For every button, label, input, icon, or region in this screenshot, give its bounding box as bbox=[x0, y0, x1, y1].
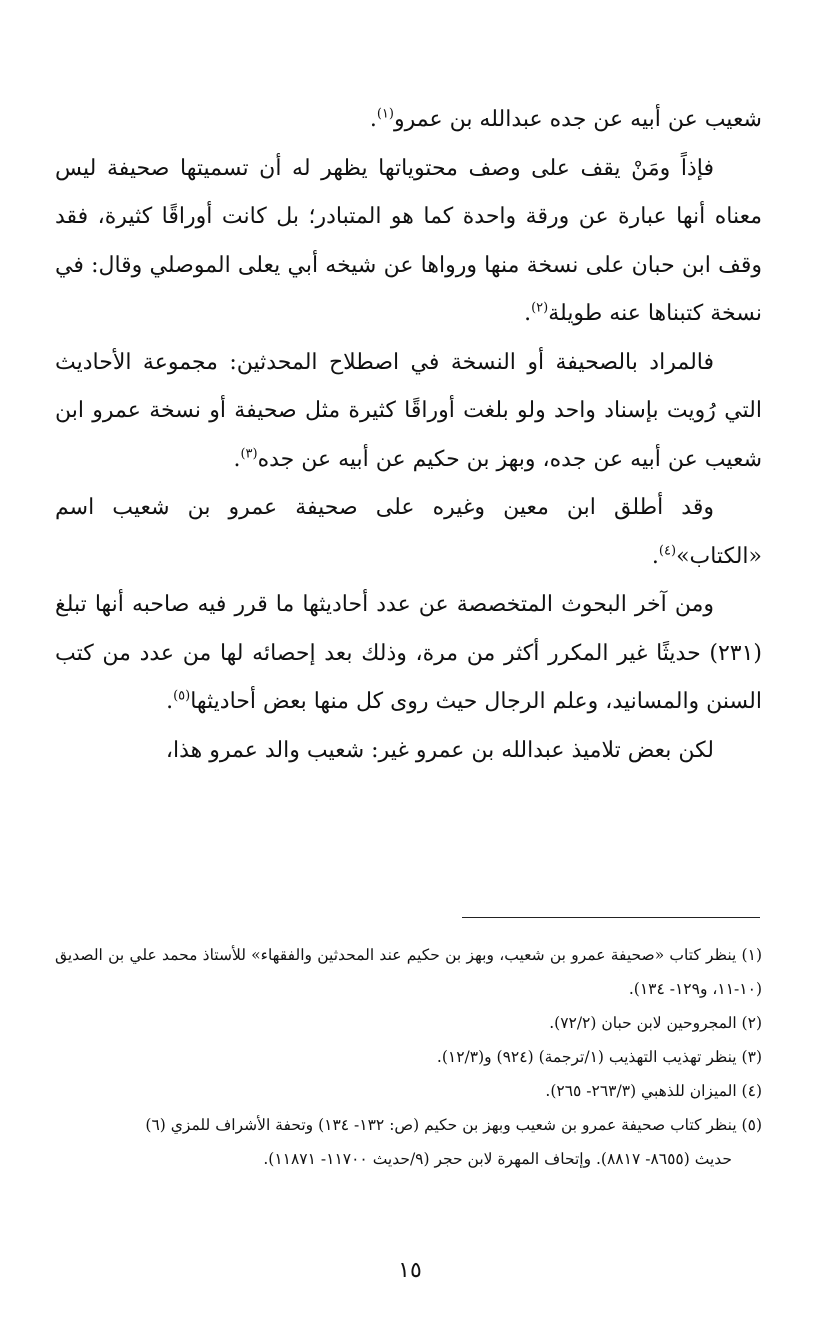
footnote-2: (٢) المجروحين لابن حبان (٧٢/٢). bbox=[549, 1014, 762, 1032]
footnote-ref: (٣) bbox=[240, 446, 258, 462]
paragraph-end: . bbox=[166, 689, 174, 714]
main-text bbox=[55, 96, 762, 775]
footnote-3: (٣) ينظر تهذيب التهذيب (١/ترجمة) (٩٢٤) و(١٢/٣). bbox=[436, 1048, 762, 1066]
paragraph-text: لكن بعض تلاميذ عبدالله بن عمرو غير: شعيب والد عمرو هذا، bbox=[165, 737, 714, 763]
paragraph-end: . bbox=[651, 543, 659, 569]
paragraph-text: شعيب عن أبيه عن جده عبدالله بن عمرو bbox=[393, 107, 762, 132]
paragraph-text: فالمراد بالصحيفة أو النسخة في اصطلاح المحدثين: مجموعة الأحاديث التي رُويت بإسناد واحد ولو بلغت أوراقًا كثيرة مثل صحيفة أو نسخة عمرو ابن شعيب عن أبيه عن جده، وبهز بن حكيم عن أبيه عن جده bbox=[55, 349, 762, 472]
paragraph-3 bbox=[55, 339, 762, 485]
paragraph-end: . bbox=[369, 107, 377, 132]
footnote-5: (٥) ينظر كتاب صحيفة عمرو بن شعيب وبهز بن حكيم (ص: ١٣٢- ١٣٤) وتحفة الأشراف للمزي (٦) bbox=[145, 1116, 762, 1134]
paragraph-2 bbox=[55, 145, 762, 339]
paragraph-text: ومن آخر البحوث المتخصصة عن عدد أحاديثها ما قرر فيه صاحبه أنها تبلغ (٢٣١) حديثًا غير المكرر أكثر من مرة، وذلك بعد إحصائه لها من عدد من كتب السنن والمسانيد، وعلم الرجال حيث روى كل منها بعض أحاديثها bbox=[55, 592, 762, 714]
footnote-ref: (٢) bbox=[531, 300, 549, 316]
paragraph-1 bbox=[55, 96, 762, 145]
paragraph-end: . bbox=[524, 301, 532, 326]
footnotes bbox=[55, 938, 762, 1176]
footnote-5-continued: حديث (٨٦٥٥- ٨٨١٧). وإتحاف المهرة لابن حجر (٩/حديث ١١٧٠٠- ١١٨٧١). bbox=[263, 1150, 732, 1168]
footnote-ref: (٤) bbox=[658, 543, 677, 559]
paragraph-text: وقد أطلق ابن معين وغيره على صحيفة عمرو بن شعيب اسم «الكتاب» bbox=[55, 495, 762, 569]
page-number: ١٥ bbox=[398, 1258, 422, 1283]
paragraph-text: فإذاً ومَنْ يقف على وصف محتوياتها يظهر له أن تسميتها صحيفة ليس معناه أنها عبارة عن ورقة واحدة كما هو المتبادر؛ بل كانت أوراقًا كثيرة، فقد وقف ابن حبان على نسخة منها ورواها عن شيخه أبي يعلى الموصلي وقال: في نسخة كتبناها عنه طويلة bbox=[55, 155, 762, 326]
footnote-divider bbox=[462, 917, 760, 918]
footnote-ref: (٥) bbox=[173, 688, 191, 704]
paragraph-6 bbox=[55, 727, 762, 776]
paragraph-end: . bbox=[233, 446, 241, 472]
paragraph-4 bbox=[55, 484, 762, 581]
footnote-1: (١) ينظر كتاب «صحيفة عمرو بن شعيب، وبهز بن حكيم عند المحدثين والفقهاء» للأستاذ محمد علي بن الصديق (١٠-١١، و١٢٩- ١٣٤). bbox=[55, 946, 762, 998]
footnote-4: (٤) الميزان للذهبي (٢٦٣/٣- ٢٦٥). bbox=[545, 1082, 762, 1100]
footnote-ref: (١) bbox=[376, 106, 394, 122]
paragraph-5 bbox=[55, 581, 762, 727]
